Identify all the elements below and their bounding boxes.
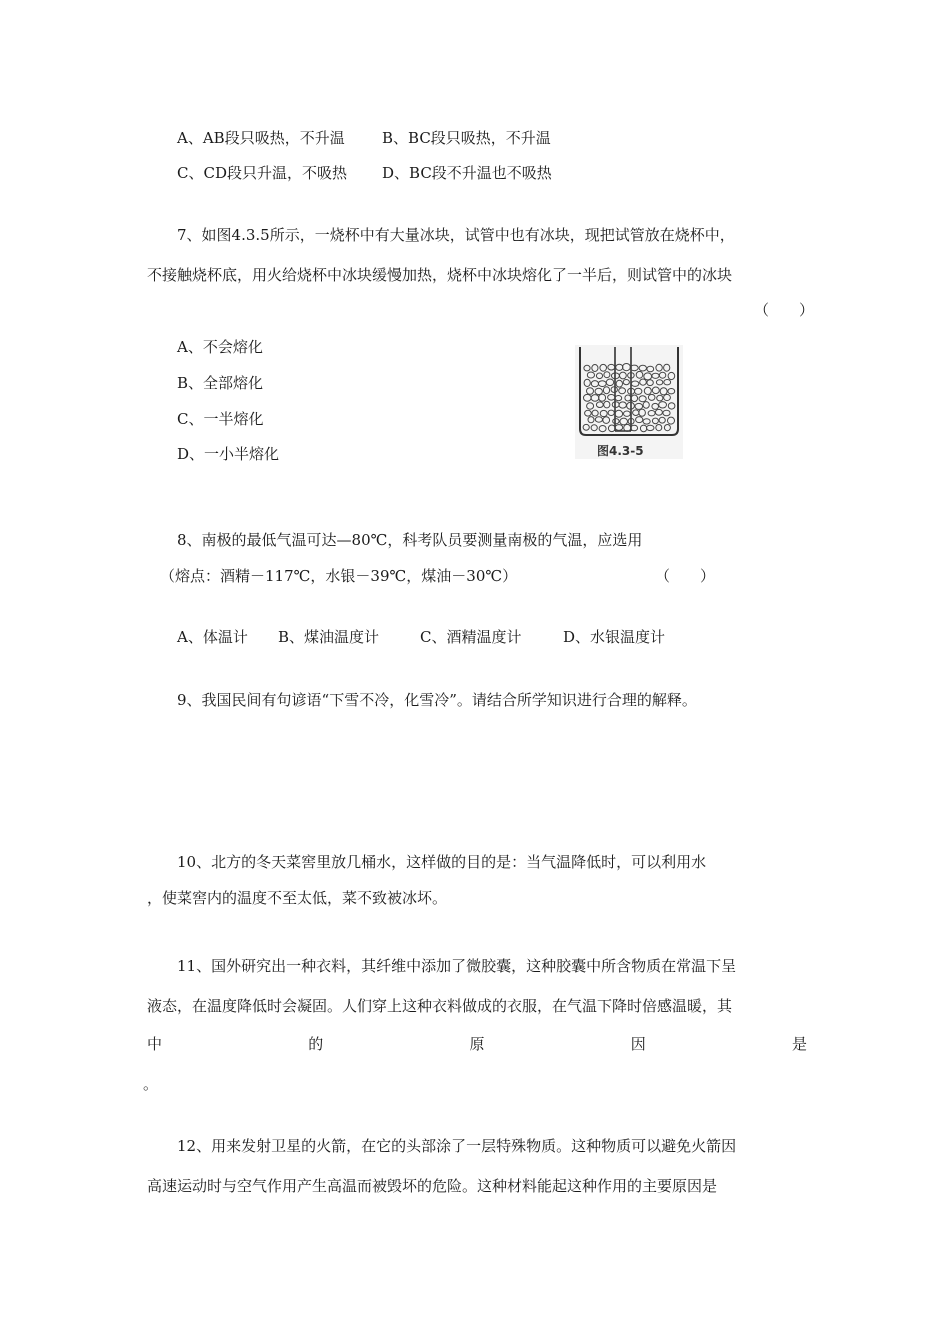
ice-cube bbox=[620, 372, 627, 379]
q8-option-c: C、酒精温度计 bbox=[420, 628, 522, 646]
ice-cube bbox=[613, 419, 619, 424]
ice-cube bbox=[608, 395, 615, 401]
q7-answer-bracket: （ ） bbox=[754, 301, 815, 319]
q11-word: 原 bbox=[469, 1035, 485, 1053]
ice-cube bbox=[591, 381, 598, 387]
ice-cube bbox=[584, 365, 590, 371]
ice-cube bbox=[616, 380, 622, 387]
ice-cube bbox=[636, 417, 643, 423]
q12-text-line2: 高速运动时与空气作用产生高温而被毁坏的危险。这种材料能起这种作用的主要原因是 bbox=[147, 1177, 718, 1195]
q7-option-b: B、全部熔化 bbox=[177, 374, 264, 392]
ice-cube bbox=[608, 364, 615, 370]
ice-cube bbox=[668, 417, 675, 424]
ice-cube bbox=[631, 425, 638, 431]
q7-option-a: A、不会熔化 bbox=[177, 338, 263, 356]
ice-cube bbox=[664, 394, 671, 400]
ice-cube bbox=[600, 410, 607, 416]
q10-text-line1: 10、北方的冬天菜窖里放几桶水，这样做的目的是：当气温降低时，可以利用水 bbox=[177, 853, 707, 871]
ice-cube bbox=[635, 403, 643, 409]
ice-cube bbox=[659, 402, 667, 408]
ice-cube bbox=[600, 364, 607, 371]
ice-cube bbox=[584, 379, 590, 386]
ice-cube bbox=[603, 387, 609, 394]
ice-cube bbox=[588, 417, 594, 423]
ice-cube bbox=[592, 410, 598, 416]
ice-cube bbox=[647, 366, 654, 372]
ice-cube bbox=[633, 410, 639, 416]
ice-cube bbox=[596, 373, 602, 379]
q8-answer-bracket: （ ） bbox=[655, 567, 716, 585]
ice-cube bbox=[585, 410, 592, 416]
ice-cube bbox=[648, 411, 655, 416]
q6-option-d: D、BC段不升温也不吸热 bbox=[382, 164, 552, 182]
q11-word: 是 bbox=[791, 1035, 807, 1053]
q6-option-c: C、CD段只升温，不吸热 bbox=[177, 164, 347, 182]
ice-cube bbox=[606, 379, 613, 386]
ice-cube bbox=[624, 411, 631, 416]
q11-word: 因 bbox=[630, 1035, 646, 1053]
ice-cube bbox=[660, 388, 667, 395]
ice-cube bbox=[648, 394, 655, 400]
ice-cube bbox=[668, 372, 675, 379]
q8-option-b: B、煤油温度计 bbox=[278, 628, 380, 646]
q11-text-line3 bbox=[147, 1034, 807, 1054]
q6-option-b: B、BC段只吸热，不升温 bbox=[382, 129, 551, 147]
ice-cube bbox=[599, 426, 606, 432]
q11-text-line4: 。 bbox=[143, 1075, 159, 1093]
q12-text-line1: 12、用来发射卫星的火箭，在它的头部涂了一层特殊物质。这种物质可以避免火箭因 bbox=[177, 1137, 737, 1155]
ice-cube bbox=[596, 402, 603, 408]
ice-cube bbox=[640, 379, 647, 385]
ice-cube bbox=[652, 403, 659, 409]
beaker-figure bbox=[575, 345, 683, 459]
ice-cube bbox=[643, 402, 649, 409]
ice-cube bbox=[657, 395, 663, 401]
ice-cube bbox=[583, 424, 589, 430]
ice-cube bbox=[587, 403, 594, 409]
q6-option-a: A、AB段只吸热，不升温 bbox=[177, 129, 345, 147]
ice-cube bbox=[615, 396, 622, 401]
q9-text: 9、我国民间有句谚语“下雪不冷，化雪冷”。请结合所学知识进行合理的解释。 bbox=[177, 691, 697, 709]
ice-cube bbox=[656, 425, 662, 431]
ice-cube bbox=[664, 380, 671, 385]
ice-cube bbox=[615, 410, 623, 417]
ice-cube bbox=[592, 365, 598, 372]
ice-cube bbox=[652, 418, 658, 424]
ice-cube bbox=[635, 388, 642, 394]
ice-cube bbox=[595, 417, 602, 422]
q11-word: 的 bbox=[308, 1035, 324, 1053]
ice-cube bbox=[652, 387, 659, 394]
q7-option-d: D、一小半熔化 bbox=[177, 445, 280, 463]
ice-cube bbox=[587, 388, 594, 395]
q8-text-line2: （熔点：酒精－117℃，水银－39℃，煤油－30℃） bbox=[160, 567, 518, 585]
ice-cube bbox=[587, 372, 594, 378]
ice-cube bbox=[620, 418, 628, 425]
q8-option-d: D、水银温度计 bbox=[563, 628, 666, 646]
ice-cube bbox=[615, 425, 623, 431]
ice-cube bbox=[584, 394, 592, 401]
ice-cube bbox=[636, 371, 643, 378]
ice-cube bbox=[668, 403, 675, 409]
ice-cube bbox=[659, 417, 665, 423]
ice-cube bbox=[656, 364, 662, 371]
ice-cube bbox=[591, 425, 597, 431]
ice-cube bbox=[656, 380, 662, 385]
figure-caption: 图4.3-5 bbox=[597, 444, 644, 458]
ice-cube bbox=[643, 419, 650, 424]
ice-cube bbox=[625, 395, 631, 401]
ice-cube bbox=[639, 409, 646, 416]
q7-text-line1: 7、如图4.3.5所示，一烧杯中有大量冰块，试管中也有冰块，现把试管放在烧杯中， bbox=[177, 226, 735, 244]
ice-cube bbox=[631, 395, 637, 402]
ice-cube bbox=[591, 395, 599, 402]
ice-cube bbox=[631, 381, 639, 386]
ice-cube bbox=[663, 410, 670, 416]
q11-word: 中 bbox=[147, 1035, 163, 1053]
ice-cube bbox=[644, 387, 651, 394]
q10-text-line2: ，使菜窖内的温度不至太低，菜不致被冰坏。 bbox=[147, 889, 448, 907]
ice-cube bbox=[655, 409, 662, 415]
ice-cube bbox=[646, 425, 654, 430]
q8-option-a: A、体温计 bbox=[177, 628, 248, 646]
ice-cube bbox=[619, 402, 626, 408]
ice-cube bbox=[639, 365, 646, 371]
ice-cube bbox=[623, 364, 631, 371]
beaker-ice-illustration bbox=[575, 345, 683, 440]
q7-option-c: C、一半熔化 bbox=[177, 410, 264, 428]
q11-text-line1: 11、国外研究出一种衣料，其纤维中添加了微胶囊，这种胶囊中所含物质在常温下呈 bbox=[177, 957, 737, 975]
ice-cube bbox=[639, 396, 646, 402]
ice-cube bbox=[608, 410, 614, 415]
ice-cube bbox=[619, 388, 626, 394]
ice-cube bbox=[664, 364, 670, 371]
ice-cube bbox=[599, 394, 606, 401]
ice-cube bbox=[598, 381, 606, 387]
q7-text-line2: 不接触烧杯底，用火给烧杯中冰块缓慢加热，烧杯中冰块熔化了一半后，则试管中的冰块 bbox=[147, 266, 733, 284]
ice-cube bbox=[595, 388, 602, 394]
ice-cube bbox=[604, 401, 610, 408]
ice-cube bbox=[603, 417, 610, 424]
ice-cube bbox=[640, 425, 646, 432]
q11-text-line2: 液态，在温度降低时会凝固。人们穿上这种衣料做成的衣服，在气温下降时倍感温暖，其 bbox=[147, 997, 733, 1015]
q8-text-line1: 8、南极的最低气温可达—80℃，科考队员要测量南极的气温，应选用 bbox=[177, 531, 643, 549]
ice-cube bbox=[647, 380, 653, 386]
ice-cube bbox=[604, 372, 610, 378]
ice-cube bbox=[668, 389, 675, 394]
ice-cube bbox=[659, 372, 665, 378]
ice-cube bbox=[664, 425, 670, 431]
ice-cube bbox=[623, 380, 629, 385]
ice-cube bbox=[616, 364, 623, 370]
ice-cube bbox=[608, 425, 615, 432]
ice-cube bbox=[652, 373, 659, 378]
